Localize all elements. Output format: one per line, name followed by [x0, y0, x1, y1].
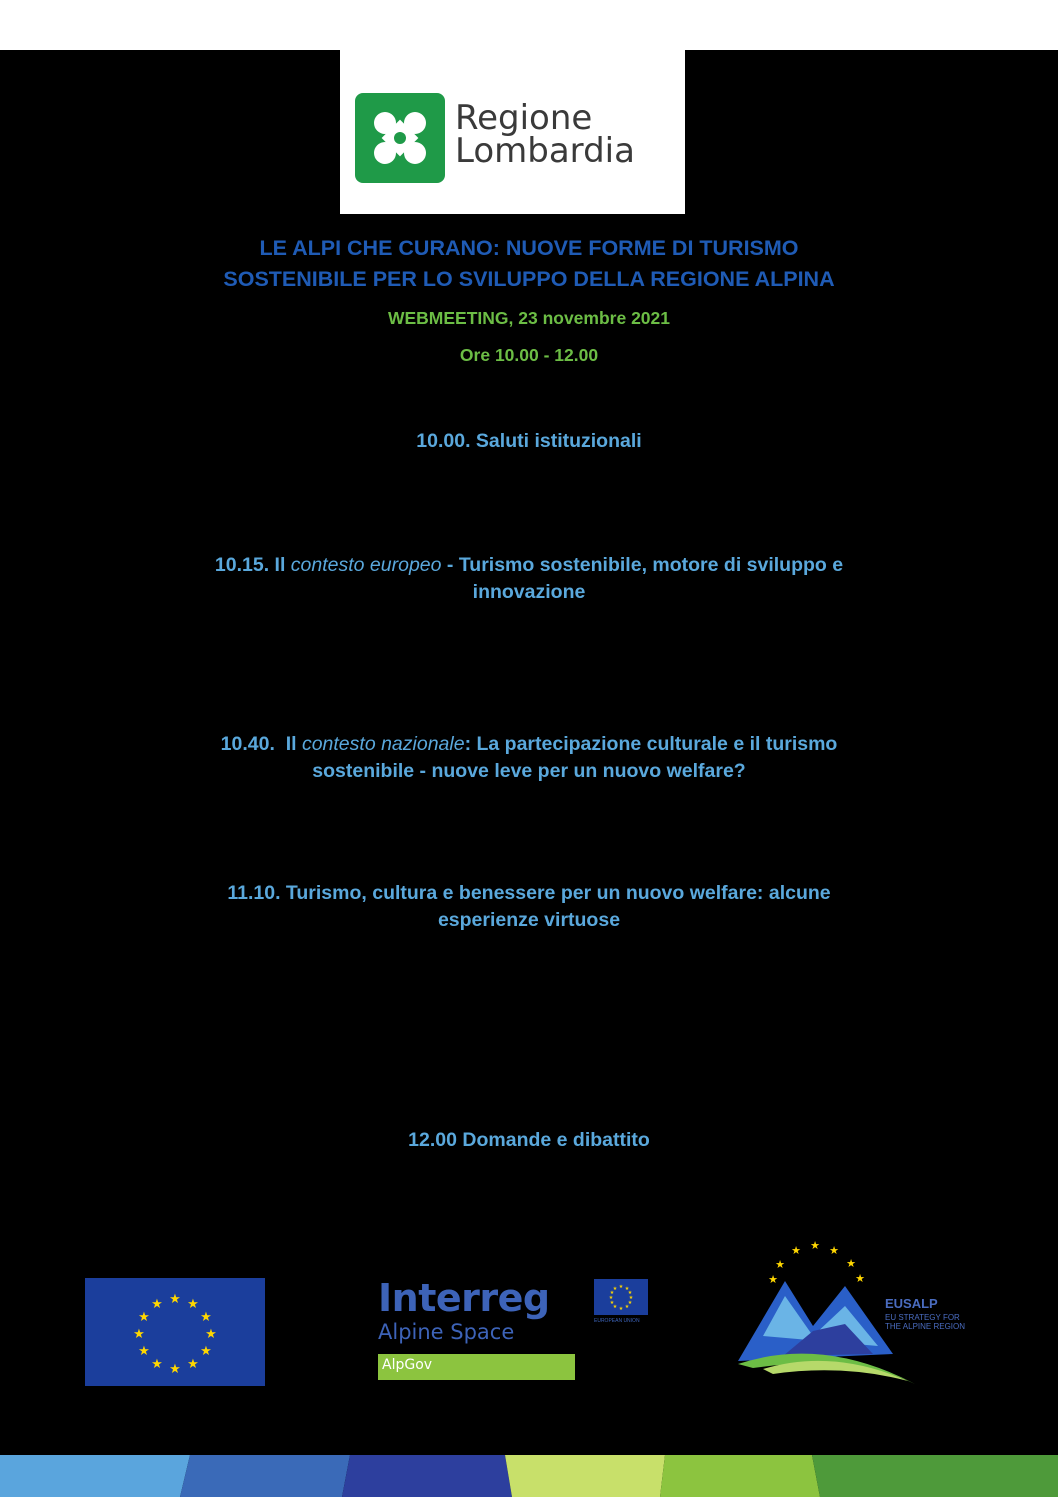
svg-text:★: ★ [618, 1284, 624, 1290]
agenda-item-3-line2: sostenibile - nuove leve per un nuovo welfare? [312, 760, 746, 782]
svg-text:★: ★ [627, 1290, 633, 1296]
agenda-item-2-italic: contesto europeo [290, 554, 442, 576]
svg-text:★: ★ [775, 1258, 785, 1271]
event-subtitle: WEBMEETING, 23 novembre 2021 [387, 308, 671, 328]
agenda-item-1: 10.00. Saluti istituzionali [416, 430, 642, 452]
svg-text:★: ★ [609, 1290, 615, 1296]
small-eu-flag-icon [594, 1279, 648, 1315]
svg-text:★: ★ [187, 1297, 199, 1312]
event-time: Ore 10.00 - 12.00 [459, 345, 599, 365]
svg-text:★: ★ [855, 1272, 865, 1285]
svg-text:★: ★ [829, 1244, 839, 1257]
european-union-label: EUROPEAN UNION [594, 1318, 640, 1324]
svg-text:★: ★ [846, 1257, 856, 1270]
logo-wordmark [455, 98, 635, 171]
eusalp-tagline-line2: THE ALPINE REGION [885, 1322, 966, 1331]
event-title [0, 233, 1058, 295]
svg-text:★: ★ [768, 1273, 778, 1286]
event-title-line1: LE ALPI CHE CURANO: NUOVE FORME DI TURISMO [259, 236, 799, 260]
agenda-item-3-prefix: 10.40. Il [220, 733, 302, 755]
eusalp-name: EUSALP [885, 1296, 938, 1311]
agenda-item-2-prefix: 10.15. Il [214, 554, 291, 576]
alpine-space-label: Alpine Space [378, 1320, 515, 1344]
svg-text:★: ★ [624, 1286, 630, 1292]
agenda-item-5: 12.00 Domande e dibattito [408, 1129, 650, 1151]
svg-text:★: ★ [618, 1306, 624, 1312]
svg-text:★: ★ [151, 1357, 163, 1372]
svg-text:★: ★ [612, 1286, 618, 1292]
interreg-wordmark: Interreg [378, 1276, 550, 1320]
top-margin [0, 0, 1058, 50]
eusalp-mountains-icon [733, 1236, 983, 1386]
agenda-item-4 [0, 880, 1058, 934]
svg-text:★: ★ [138, 1310, 150, 1325]
regione-lombardia-icon [355, 93, 445, 183]
agenda-item-2-line1 [0, 552, 1058, 579]
agenda-item-2-line2: innovazione [472, 581, 586, 603]
svg-text:★: ★ [187, 1357, 199, 1372]
svg-text:★: ★ [169, 1362, 181, 1377]
bottom-color-band [0, 1455, 1058, 1497]
svg-text:★: ★ [133, 1327, 145, 1342]
agenda-item-4-line1: 11.10. Turismo, cultura e benessere per un nuovo welfare: alcune [227, 882, 831, 904]
svg-text:★: ★ [151, 1297, 163, 1312]
alpgov-bar [378, 1354, 575, 1380]
eu-stars-icon [85, 1278, 265, 1386]
svg-text:★: ★ [627, 1300, 633, 1306]
svg-text:★: ★ [138, 1344, 150, 1359]
svg-text:★: ★ [810, 1239, 820, 1252]
agenda-item-3-line1 [0, 731, 1058, 758]
svg-text:★: ★ [624, 1304, 630, 1310]
regione-lombardia-logo [340, 50, 685, 214]
eusalp-tagline-line1: EU STRATEGY FOR [885, 1313, 960, 1322]
svg-text:★: ★ [205, 1327, 217, 1342]
agenda-item-4-line2: esperienze virtuose [437, 909, 621, 931]
svg-text:★: ★ [791, 1244, 801, 1257]
interreg-alpine-space-logo [378, 1270, 650, 1385]
logo-line2: Lombardia [455, 131, 635, 171]
svg-text:★: ★ [608, 1295, 614, 1301]
svg-text:★: ★ [612, 1304, 618, 1310]
alpgov-label: AlpGov [382, 1357, 433, 1373]
agenda-item-3-italic: contesto nazionale [301, 733, 465, 755]
svg-text:★: ★ [609, 1300, 615, 1306]
eusalp-tagline [885, 1313, 965, 1331]
eu-flag [85, 1278, 265, 1386]
agenda-item-3 [0, 731, 1058, 785]
eusalp-logo [733, 1236, 983, 1386]
agenda-item-2 [0, 552, 1058, 606]
logo-line1: Regione [455, 98, 593, 138]
svg-text:★: ★ [628, 1295, 634, 1301]
agenda-item-2-rest: - Turismo sostenibile, motore di sviluppo e [441, 554, 844, 576]
svg-text:★: ★ [169, 1292, 181, 1307]
agenda-item-3-rest: : La partecipazione culturale e il turismo [464, 733, 838, 755]
svg-text:★: ★ [200, 1344, 212, 1359]
svg-text:★: ★ [200, 1310, 212, 1325]
event-title-line2: SOSTENIBILE PER LO SVILUPPO DELLA REGIONE ALPINA [223, 267, 835, 291]
